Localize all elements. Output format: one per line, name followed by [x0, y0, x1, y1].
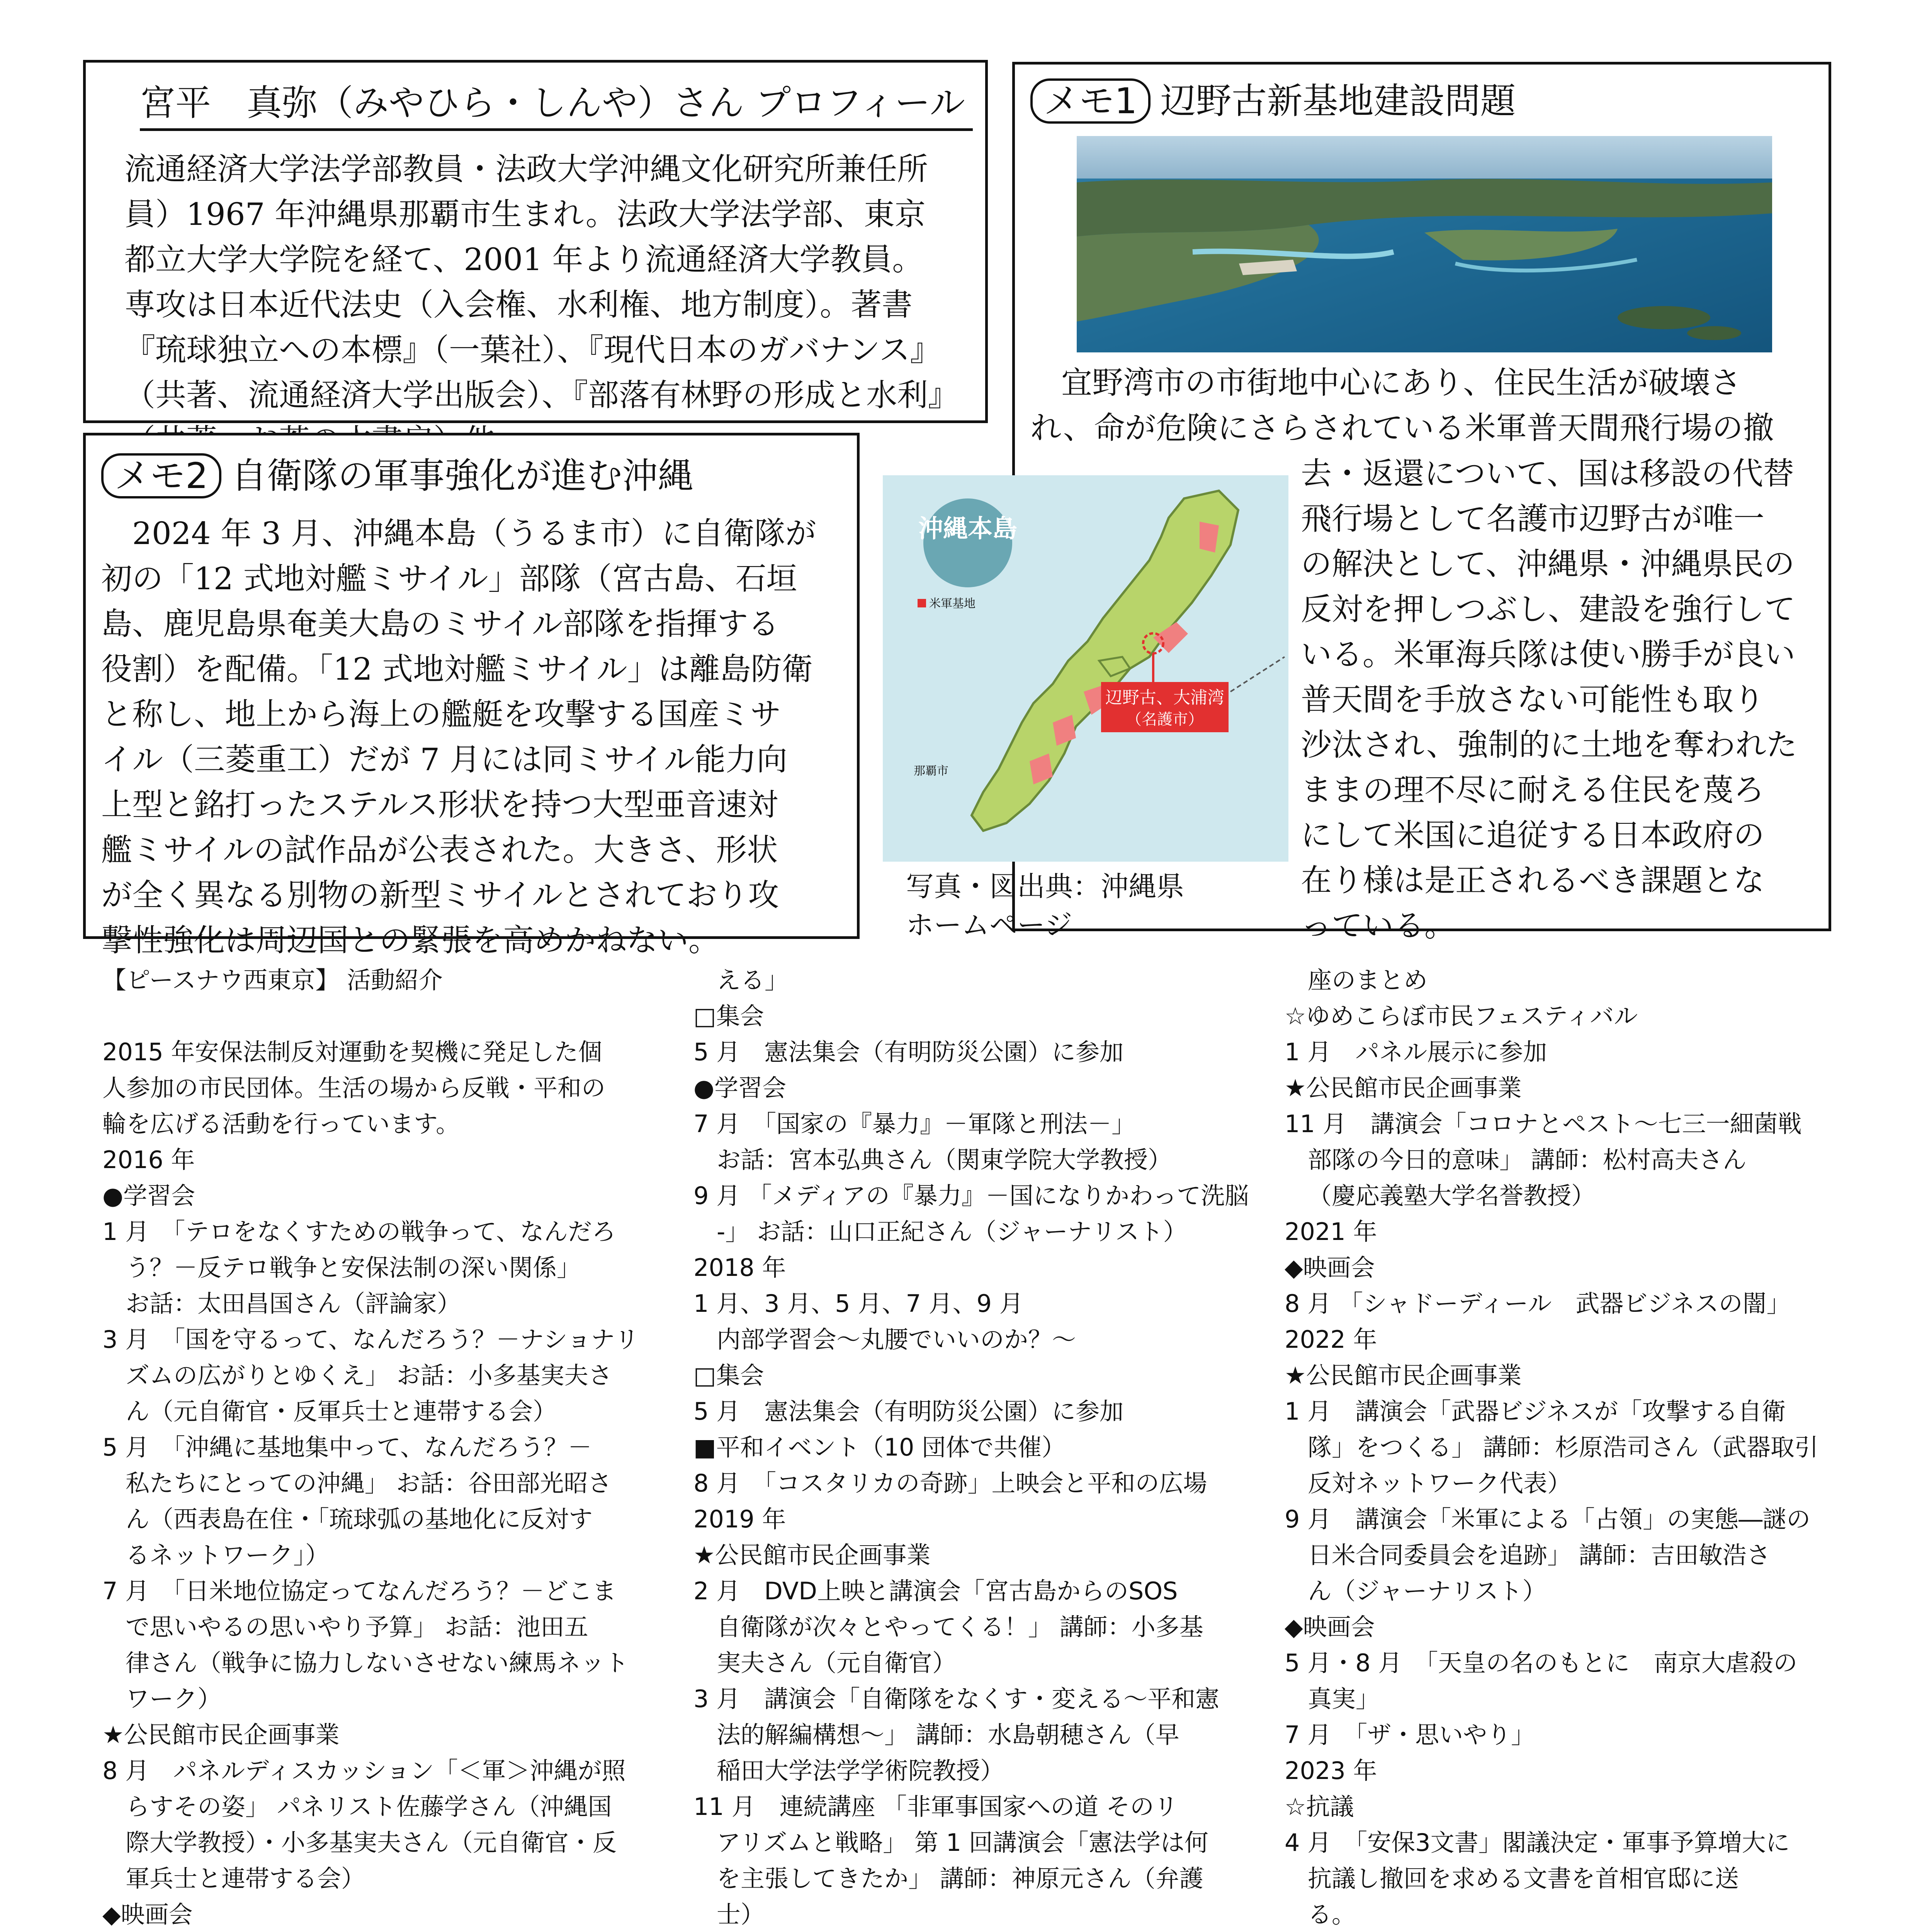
text-line: 反対ネットワーク代表） [1308, 1469, 1572, 1497]
text-line: 隊」をつくる」 講師：杉原浩司さん（武器取引 [1308, 1433, 1818, 1461]
text-line: る。 [1308, 1900, 1356, 1929]
text-line: える」 [717, 966, 789, 994]
text-line: 9 月 講演会「米軍による「占領」の実態―謎の [1285, 1505, 1811, 1533]
map-caption [906, 867, 1288, 944]
text-line: ワーク） [126, 1685, 222, 1713]
text-line: イル（三菱重工）だが 7 月には同ミサイル能力向 [101, 742, 788, 777]
text-line: う？－反テロ戦争と安保法制の深い関係」 [126, 1253, 581, 1282]
text-line: ん（元自衛官・反軍兵士と連帯する会） [126, 1397, 557, 1425]
text-line: 2015 年安保法制反対運動を契機に発足した個 [102, 1038, 602, 1066]
activity-column-3 [1285, 962, 1856, 1932]
map-caption-line1: 写真・図出典：沖縄県 [906, 870, 1185, 903]
map-caption-line2: ホームページ [906, 909, 1072, 941]
text-line: ☆抗議 [1285, 1793, 1354, 1821]
text-line [102, 998, 674, 1034]
memo1-title: 辺野古新基地建設問題 [1160, 80, 1516, 122]
text-line: 在り様は是正されるべき課題とな [1301, 862, 1764, 898]
profile-body [124, 146, 964, 463]
text-line: 役割）を配備。「12 式地対艦ミサイル」は離島防衛 [101, 651, 813, 687]
text-line: 士） [717, 1900, 765, 1929]
text-line: 自衛隊が次々とやってくる！」 講師：小多基 [717, 1613, 1203, 1641]
text-line: 2021 年 [1285, 1218, 1377, 1246]
text-line: 3 月 講演会「自衛隊をなくす・変える～平和憲 [693, 1685, 1220, 1713]
text-line: □集会 [693, 1002, 764, 1030]
text-line: 人参加の市民団体。生活の場から反戦・平和の [102, 1074, 606, 1102]
text-line: っている。 [1301, 908, 1455, 944]
memo1-body-top [1030, 360, 1818, 451]
text-line: れ、命が危険にさらされている米軍普天間飛行場の撤 [1030, 410, 1774, 446]
text-line: いる。米軍海兵隊は使い勝手が良い [1301, 636, 1795, 672]
text-line: 4 月 「安保3文書」閣議決定・軍事予算増大に [1285, 1828, 1790, 1857]
text-line: 沙汰され、強制的に土地を奪われた [1301, 727, 1797, 763]
text-line: 座のまとめ [1308, 966, 1428, 994]
text-line: ◆映画会 [102, 1900, 193, 1929]
text-line: 11 月 連続講座 「非軍事国家への道 そのリ [693, 1793, 1178, 1821]
profile-box [83, 60, 988, 423]
text-line: 7 月 「日米地位協定ってなんだろう？－どこま [102, 1577, 617, 1605]
text-line: 律さん（戦争に協力しないさせない練馬ネット [126, 1649, 629, 1677]
text-line: 私たちにとっての沖縄」 お話：谷田部光昭さ [126, 1469, 612, 1497]
memo1-tag: メモ1 [1030, 78, 1151, 124]
text-line: 初の「12 式地対艦ミサイル」部隊（宮古島、石垣 [101, 561, 797, 597]
text-line: ん（西表島在住・「琉球弧の基地化に反対す [126, 1505, 593, 1533]
text-line: 真実」 [1308, 1685, 1380, 1713]
text-line: 5 月 「沖縄に基地集中って、なんだろう？－ [102, 1433, 592, 1461]
profile-title: 宮平 真弥（みやひら・しんや）さん プロフィール [140, 78, 973, 131]
text-line: ●学習会 [693, 1074, 787, 1102]
text-line: 2024 年 3 月、沖縄本島（うるま市）に自衛隊が [101, 515, 816, 551]
text-line: 1 月 講演会「武器ビジネスが「攻撃する自衛 [1285, 1397, 1786, 1425]
text-line: 上型と銘打ったステルス形状を持つ大型亜音速対 [101, 787, 778, 823]
text-line: で思いやるの思いやり予算」 お話：池田五 [126, 1613, 588, 1641]
text-line: 法的解編構想～」 講師：水島朝穂さん（早 [717, 1721, 1179, 1749]
text-line: 日米合同委員会を追跡」 講師：吉田敏浩さ [1308, 1541, 1771, 1569]
text-line: 7 月 「国家の『暴力』－軍隊と刑法－」 [693, 1110, 1136, 1138]
text-line: 2022 年 [1285, 1325, 1377, 1354]
memo2-heading [101, 451, 838, 501]
text-line: 5 月 憲法集会（有明防災公園）に参加 [693, 1397, 1124, 1425]
text-line: （共著、流通経済大学出版会）、『部落有林野の形成と水利』 [124, 377, 959, 413]
memo2-body [101, 511, 838, 963]
text-line: 1 月 パネル展示に参加 [1285, 1038, 1547, 1066]
text-line: 3 月 「国を守るって、なんだろう？－ナショナリ [102, 1325, 639, 1354]
text-line: 反対を押しつぶし、建設を強行して [1301, 591, 1795, 627]
text-line: の解決として、沖縄県・沖縄県民の [1301, 546, 1795, 582]
text-line: ☆ゆめこらぼ市民フェスティバル [1285, 1002, 1638, 1030]
text-line: 8 月 「シャドーディール 武器ビジネスの闇」 [1285, 1289, 1791, 1318]
text-line: と称し、地上から海上の艦艇を攻撃する国産ミサ [101, 696, 781, 732]
activity-column-1 [102, 962, 674, 1932]
text-line: お話：太田昌国さん（評論家） [126, 1289, 461, 1318]
text-line: を主張してきたか」 講師：神原元さん（弁護 [717, 1864, 1203, 1893]
text-line: 去・返還について、国は移設の代替 [1301, 456, 1794, 492]
text-line: 抗議し撤回を求める文書を首相官邸に送 [1308, 1864, 1739, 1893]
text-line: 【ピースナウ西東京】 活動紹介 [102, 966, 443, 994]
memo1-body-side [1301, 451, 1815, 948]
text-line: お話：宮本弘典さん（関東学院大学教授） [717, 1146, 1172, 1174]
text-line: 島、鹿児島県奄美大島のミサイル部隊を指揮する [101, 606, 779, 642]
text-line: るネットワーク」） [126, 1541, 330, 1569]
map-callout-line2: （名護市） [1126, 711, 1203, 728]
memo2-box [83, 433, 860, 958]
text-line: ★公民館市民企画事業 [1285, 1361, 1522, 1389]
text-line: □集会 [693, 1361, 764, 1389]
text-line: 11 月 講演会「コロナとペスト～七三一細菌戦 [1285, 1110, 1802, 1138]
text-line: 都立大学大学院を経て、2001 年より流通経済大学教員。 [124, 242, 923, 277]
map-legend: 米軍基地 [929, 597, 975, 611]
text-line: ◆映画会 [1285, 1253, 1375, 1282]
text-line: 2023 年 [1285, 1757, 1377, 1785]
text-line: -」 お話：山口正紀さん（ジャーナリスト） [717, 1218, 1187, 1246]
text-line: 流通経済大学法学部教員・法政大学沖縄文化研究所兼任所 [124, 151, 928, 187]
text-line: 内部学習会～丸腰でいいのか？～ [717, 1325, 1076, 1354]
map-graphic [883, 475, 1288, 862]
text-line: が全く異なる別物の新型ミサイルとされており攻 [101, 877, 779, 913]
text-line: ままの理不尽に耐える住民を蔑ろ [1301, 772, 1764, 808]
text-line: 8 月 「コスタリカの奇跡」上映会と平和の広場 [693, 1469, 1207, 1497]
text-line: アリズムと戦略」 第 1 回講演会「憲法学は何 [717, 1828, 1208, 1857]
text-line: ズムの広がりとゆくえ」 お話：小多基実夫さ [126, 1361, 612, 1389]
text-line: 1 月 「テロをなくすための戦争って、なんだろ [102, 1218, 616, 1246]
text-line: 部隊の今日的意味」 講師：松村高夫さん [1308, 1146, 1747, 1174]
text-line: ★公民館市民企画事業 [1285, 1074, 1522, 1102]
text-line: 軍兵士と連帯する会） [126, 1864, 365, 1893]
text-line: 2019 年 [693, 1505, 786, 1533]
text-line: 員）1967 年沖縄県那覇市生まれ。法政大学法学部、東京 [124, 196, 926, 232]
text-line: ★公民館市民企画事業 [693, 1541, 931, 1569]
map-naha-label: 那覇市 [914, 764, 948, 778]
okinawa-map [883, 475, 1288, 941]
text-line: 撃性強化は周辺国との緊張を高めかねない。 [101, 922, 719, 958]
memo1-heading [1030, 76, 1813, 126]
text-line: 普天間を手放さない可能性も取り [1301, 682, 1764, 718]
memo2-title: 自衛隊の軍事強化が進む沖縄 [231, 455, 693, 497]
text-line: にして米国に追従する日本政府の [1301, 817, 1764, 853]
activity-column-2 [693, 962, 1265, 1932]
text-line: 稲田大学法学学術院教授） [717, 1757, 1004, 1785]
text-line: 飛行場として名護市辺野古が唯一 [1301, 501, 1764, 537]
text-line: 5 月 憲法集会（有明防災公園）に参加 [693, 1038, 1124, 1066]
text-line: 際大学教授）・小多基実夫さん（元自衛官・反 [126, 1828, 617, 1857]
text-line: ★公民館市民企画事業 [102, 1721, 340, 1749]
text-line: 『琉球独立への本標』（一葉社）、『現代日本のガバナンス』 [124, 332, 941, 368]
text-line: 1 月、3 月、5 月、7 月、9 月 [693, 1289, 1023, 1318]
aerial-photo [1077, 136, 1772, 352]
text-line: 輪を広げる活動を行っています。 [102, 1110, 460, 1138]
text-line: ●学習会 [102, 1182, 195, 1210]
text-line: 艦ミサイルの試作品が公表された。大きさ、形状 [101, 832, 778, 868]
text-line: らすその姿」 パネリスト佐藤学さん（沖縄国 [126, 1793, 612, 1821]
map-callout-line1: 辺野古、大浦湾 [1105, 688, 1224, 707]
memo2-tag: メモ2 [101, 453, 221, 498]
text-line: 2 月 DVD上映と講演会「宮古島からのSOS [693, 1577, 1178, 1605]
text-line: ◆映画会 [1285, 1613, 1375, 1641]
text-line: 5 月・8 月 「天皇の名のもとに 南京大虐殺の [1285, 1649, 1798, 1677]
text-line: （慶応義塾大学名誉教授） [1308, 1182, 1596, 1210]
text-line: ■平和イベント（10 団体で共催） [693, 1433, 1066, 1461]
map-label: 沖縄本島 [918, 515, 1017, 543]
text-line: 8 月 パネルディスカッション「＜軍＞沖縄が照 [102, 1757, 626, 1785]
text-line: 2018 年 [693, 1253, 786, 1282]
text-line: 実夫さん（元自衛官） [717, 1649, 957, 1677]
text-line: 7 月 「ザ・思いやり」 [1285, 1721, 1535, 1749]
text-line: 宜野湾市の市街地中心にあり、住民生活が破壊さ [1030, 365, 1741, 401]
text-line: 9 月 「メディアの『暴力』－国になりかわって洗脳 [693, 1182, 1249, 1210]
text-line: 専攻は日本近代法史（入会権、水利権、地方制度）。著書 [124, 287, 913, 323]
text-line: 2016 年 [102, 1146, 195, 1174]
text-line: ん（ジャーナリスト） [1308, 1577, 1547, 1605]
